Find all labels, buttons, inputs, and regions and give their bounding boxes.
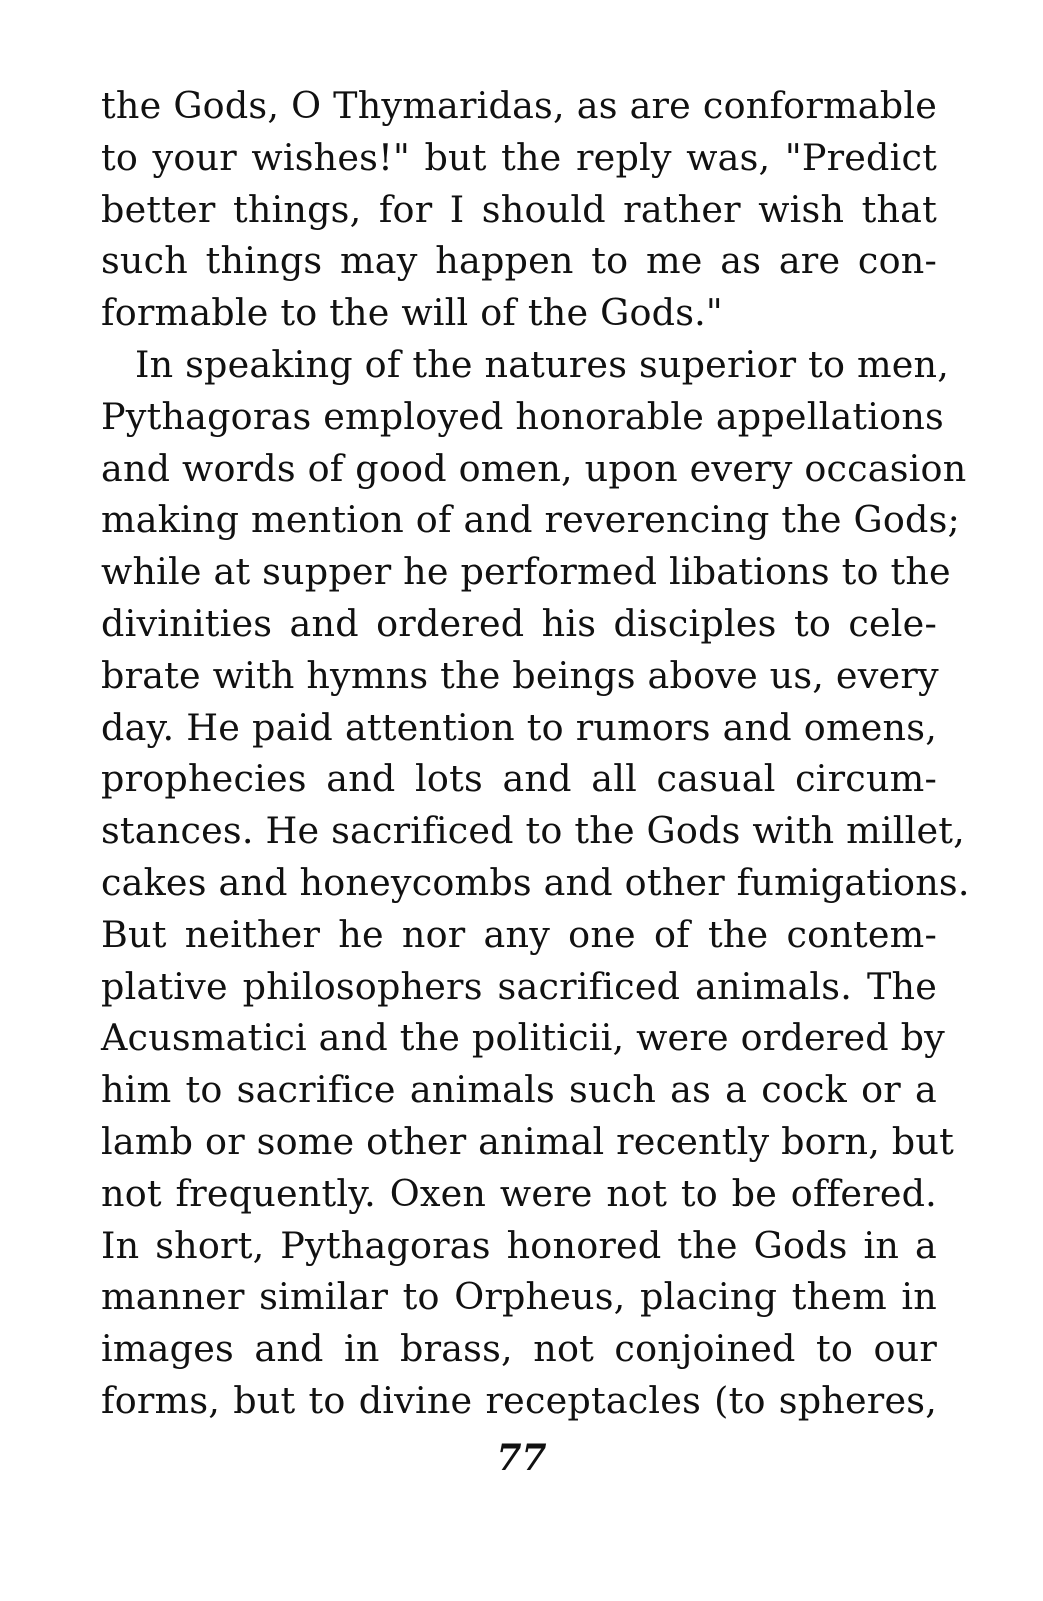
text-line: making mention of and reverencing the Gods;: [101, 498, 961, 542]
text-line: such things may happen to me as are con-: [101, 239, 937, 283]
text-line: not frequently. Oxen were not to be offered.: [101, 1171, 937, 1215]
text-line: lamb or some other animal recently born, but: [101, 1119, 954, 1163]
text-line: and words of good omen, upon every occasion: [101, 446, 967, 490]
text-line: the Gods, O Thymaridas, as are conformable: [101, 84, 937, 127]
text-line: prophecies and lots and all casual circum-: [101, 757, 937, 801]
body-text: [101, 80, 970, 1427]
text-line: cakes and honeycombs and other fumigations.: [101, 860, 970, 904]
text-line: brate with hymns the beings above us, every: [101, 653, 939, 697]
text-line: plative philosophers sacrificed animals. The: [101, 964, 937, 1008]
text-line: stances. He sacrificed to the Gods with millet,: [101, 809, 965, 853]
text-line: manner similar to Orpheus, placing them in: [101, 1275, 937, 1319]
text-line: formable to the will of the Gods.": [101, 291, 723, 335]
text-line: divinities and ordered his disciples to cele-: [101, 601, 937, 645]
text-line: In short, Pythagoras honored the Gods in a: [101, 1223, 937, 1267]
text-line: day. He paid attention to rumors and omens,: [101, 705, 937, 749]
text-line: Pythagoras employed honorable appellations: [101, 394, 944, 438]
text-line: to your wishes!" but the reply was, "Predict: [101, 135, 937, 179]
text-line: But neither he nor any one of the contem-: [101, 912, 937, 956]
text-line: him to sacrifice animals such as a cock or a: [101, 1068, 937, 1112]
page-number: 77: [496, 1437, 547, 1479]
text-line: while at supper he performed libations to the: [101, 550, 951, 594]
text-line: forms, but to divine receptacles (to spheres,: [101, 1378, 937, 1422]
text-line: images and in brass, not conjoined to our: [101, 1327, 937, 1371]
paragraph-first-line: In speaking of the natures superior to men,: [135, 342, 950, 386]
text-line: Acusmatici and the politicii, were ordered by: [101, 1016, 945, 1060]
text-line: better things, for I should rather wish that: [101, 187, 937, 231]
